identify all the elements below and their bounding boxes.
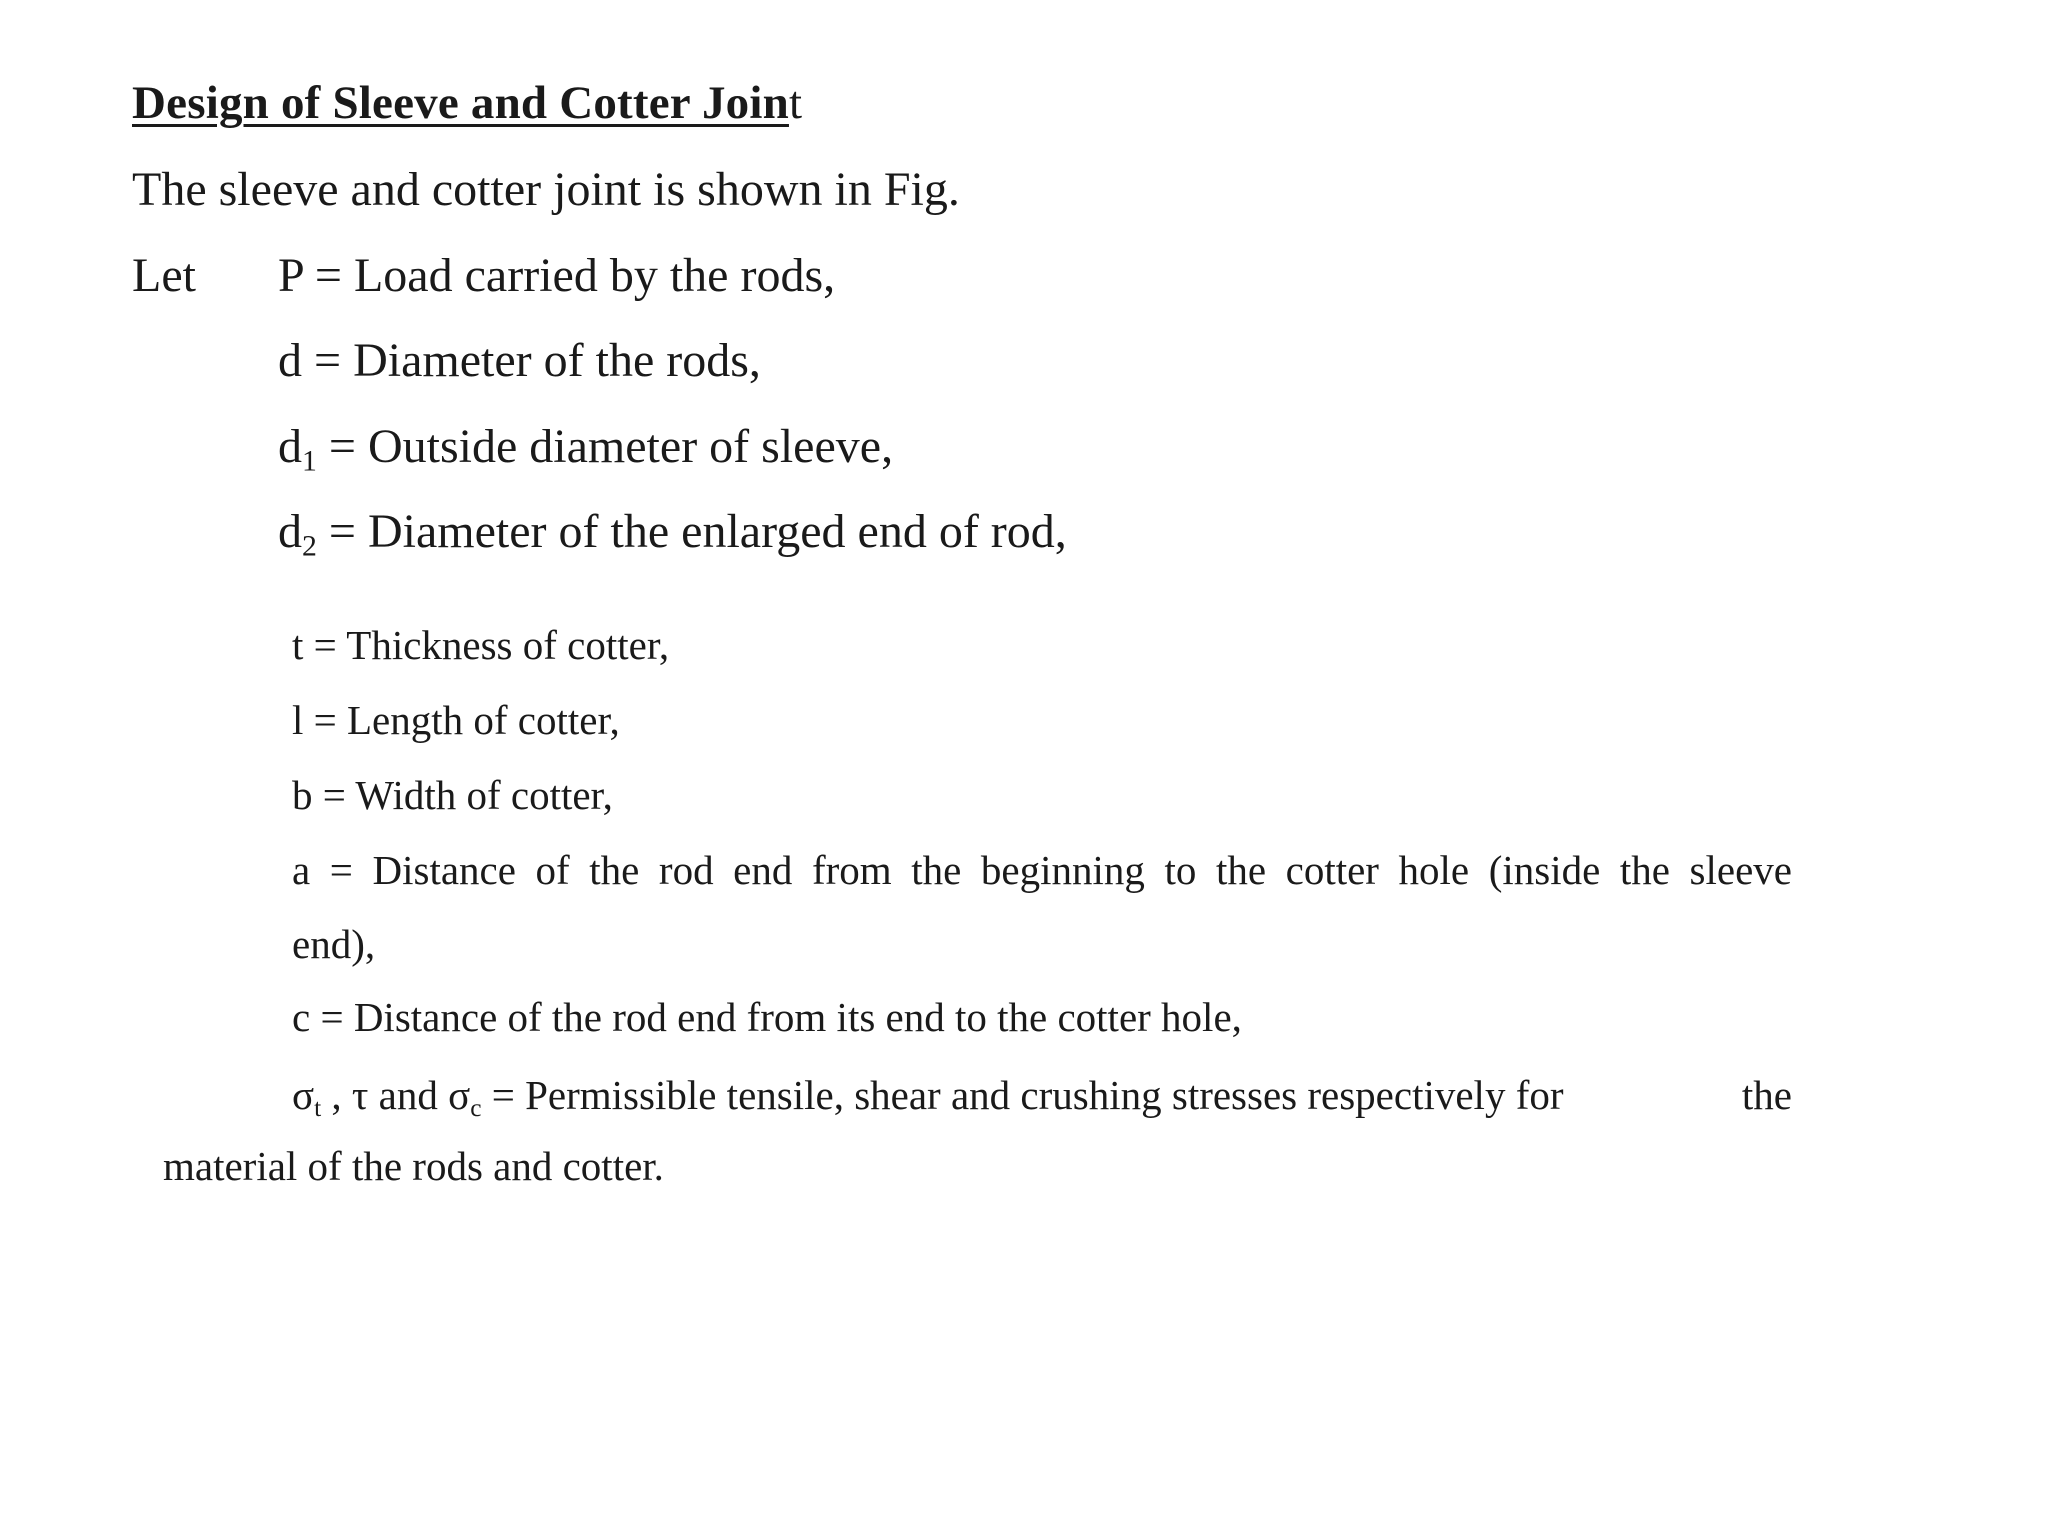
definition-d2-text: = Diameter of the enlarged end of rod, [316, 505, 1067, 558]
definition-c: c = Distance of the rod end from its end to the cotter hole, [292, 994, 1242, 1040]
sigma-subscript-t: t [314, 1094, 322, 1123]
definition-d1-symbol: d [278, 420, 302, 473]
definition-l: l = Length of cotter, [292, 697, 620, 743]
sigma-subscript-c: c [470, 1094, 482, 1123]
definition-b: b = Width of cotter, [292, 772, 613, 818]
let-label: Let [132, 249, 196, 302]
intro-paragraph: The sleeve and cotter joint is shown in Fig. [132, 163, 960, 216]
definition-d1-text: = Outside diameter of sleeve, [316, 420, 894, 473]
definition-stresses [292, 1072, 1792, 1123]
definition-stresses-text: = Permissible tensile, shear and crushing stresses respectively for [481, 1072, 1564, 1118]
document-title-underlined: Design of Sleeve and Cotter Join [132, 77, 789, 129]
definition-d1 [278, 420, 894, 478]
definition-stresses-line2: material of the rods and cotter. [163, 1143, 664, 1189]
definition-stresses-mid: , τ and σ [321, 1072, 471, 1118]
definition-a-line2: end), [292, 921, 376, 967]
definition-p: P = Load carried by the rods, [278, 249, 836, 302]
document-title-tail: t [788, 77, 803, 129]
definition-stresses-end: the [1741, 1072, 1792, 1118]
definition-d2 [278, 505, 1067, 563]
definition-d2-subscript: 2 [302, 529, 317, 563]
definition-d2-symbol: d [278, 505, 302, 558]
definition-d1-subscript: 1 [302, 444, 317, 478]
document-title [132, 77, 803, 129]
sigma-symbol: σ [292, 1072, 315, 1118]
definition-d: d = Diameter of the rods, [278, 334, 761, 387]
definition-stresses-sigma-t [292, 1072, 322, 1123]
definition-t: t = Thickness of cotter, [292, 622, 670, 668]
definition-a-line1: a = Distance of the rod end from the beginning to the cotter hole (inside the sleeve [292, 847, 1792, 893]
